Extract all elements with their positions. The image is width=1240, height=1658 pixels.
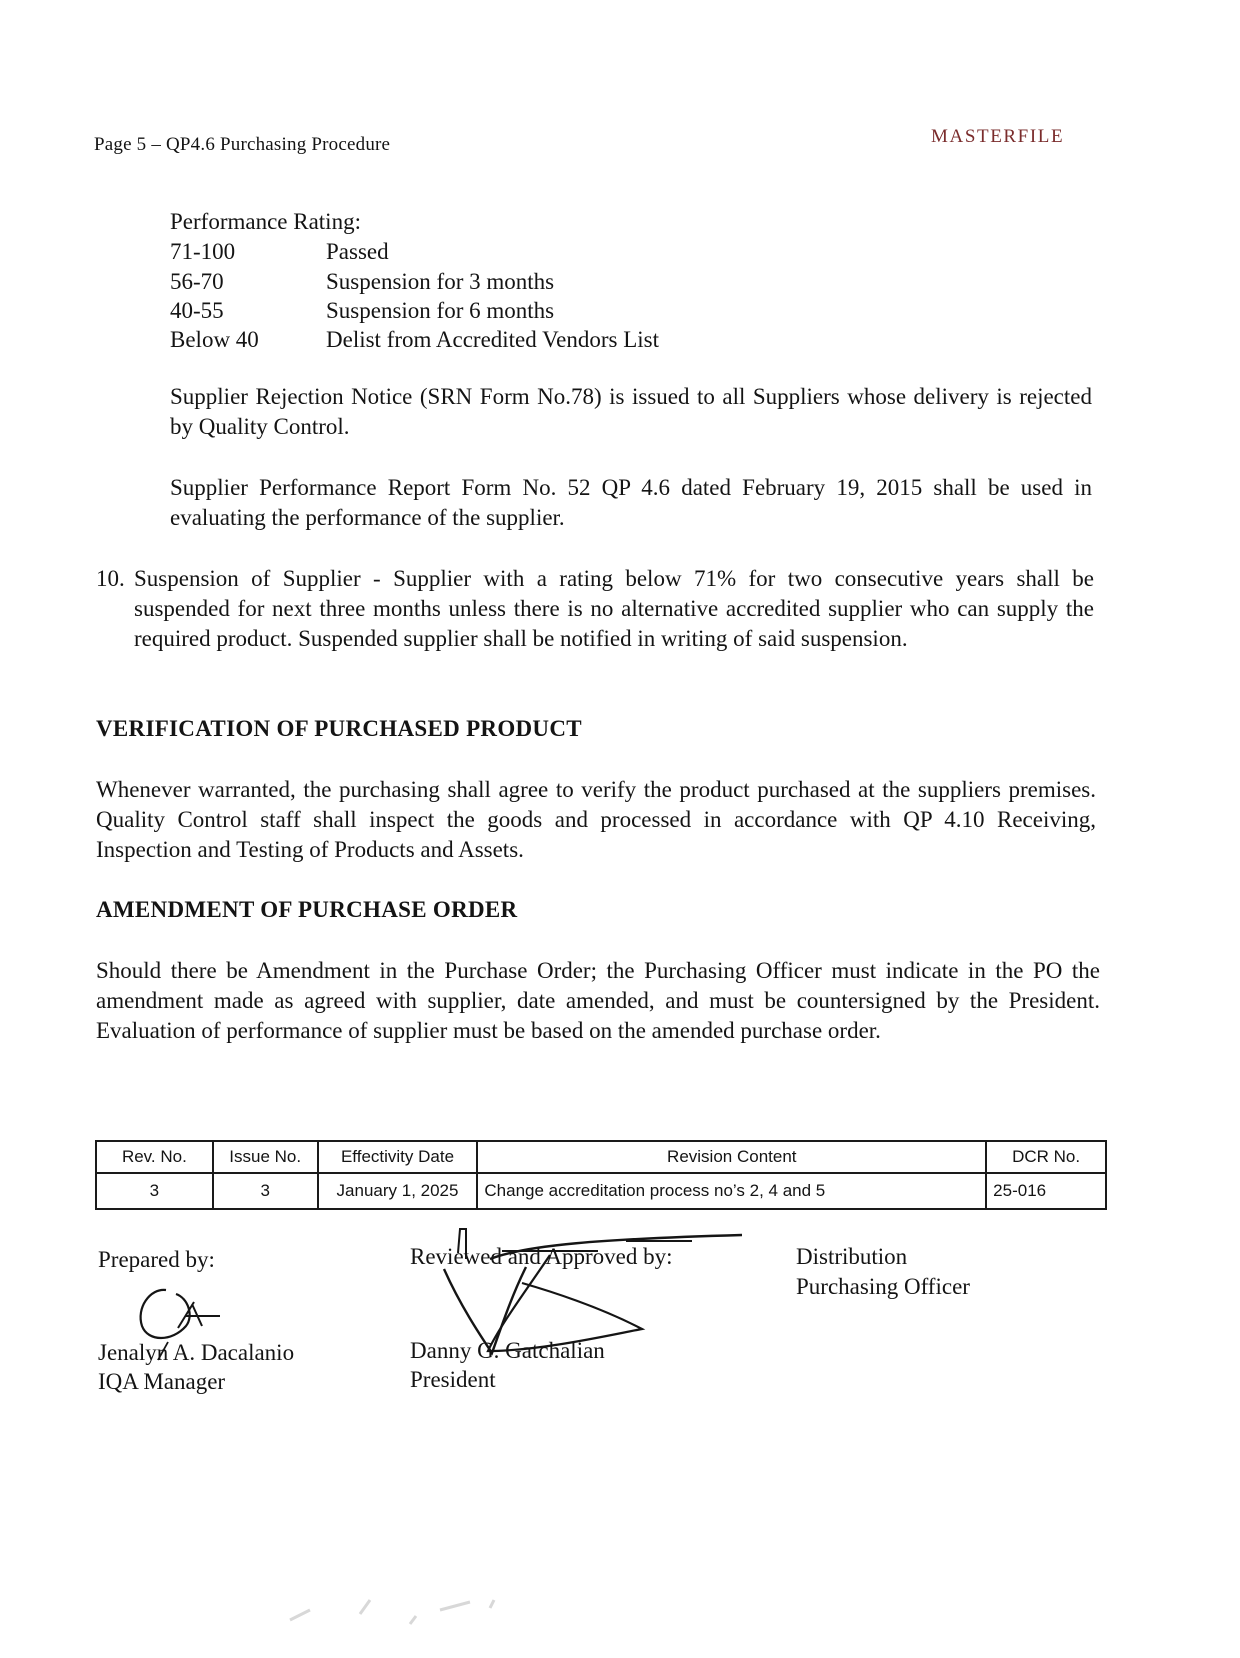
suspension-text: Suspension of Supplier - Supplier with a rating below 71% for two consecutive years shall be suspended for next three months unless there is no alternative accredited supplier who can supply the required product. Suspended supplier shall be notified in writing of said suspension. (134, 566, 1094, 651)
amendment-paragraph: Should there be Amendment in the Purchase Order; the Purchasing Officer must indicate in the PO the amendment made as agreed with supplier, date amended, and must be countersigned by the President. Evaluation of performance of supplier must be based on the amended purchase order. (96, 958, 1100, 1043)
prepared-by-label: Prepared by: (98, 1247, 215, 1272)
performance-rating-heading: Performance Rating: (170, 209, 361, 234)
table-cell: 25-016 (986, 1173, 1106, 1209)
rating-range: 71-100 (170, 239, 236, 264)
table-cell: 3 (213, 1173, 318, 1209)
spr-paragraph: Supplier Performance Report Form No. 52 QP 4.6 dated February 19, 2015 shall be used in evaluating the performance of the supplier. (170, 475, 1092, 530)
rating-row (170, 237, 389, 267)
distribution-item: Purchasing Officer (796, 1274, 970, 1299)
rating-range: Below 40 (170, 327, 259, 352)
rating-range: 56-70 (170, 269, 224, 294)
suspension-item (96, 564, 1094, 654)
table-cell: 3 (96, 1173, 213, 1209)
rating-result: Suspension for 3 months (326, 269, 555, 294)
prepared-by-title: IQA Manager (98, 1369, 226, 1394)
page-reference: Page 5 – QP4.6 Purchasing Procedure (94, 134, 391, 155)
rating-range: 40-55 (170, 298, 224, 323)
rating-row (170, 267, 554, 297)
scan-smudge (280, 1580, 560, 1630)
column-header: Issue No. (213, 1141, 318, 1173)
column-header: Revision Content (477, 1141, 986, 1173)
revision-table (95, 1140, 1107, 1210)
column-header: Effectivity Date (318, 1141, 478, 1173)
table-cell: Change accreditation process no’s 2, 4 and 5 (477, 1173, 986, 1209)
masterfile-stamp: MASTERFILE (931, 126, 1065, 147)
column-header: Rev. No. (96, 1141, 213, 1173)
prepared-by-name: Jenalyn A. Dacalanio (98, 1340, 295, 1365)
verification-paragraph: Whenever warranted, the purchasing shall agree to verify the product purchased at the suppliers premises. Quality Control staff shall inspect the goods and processed in accordance with QP 4.10 Receiving, Inspection and Testing of Products and Assets. (96, 777, 1096, 862)
table-row (96, 1173, 1106, 1209)
rating-result: Suspension for 6 months (326, 298, 555, 323)
revision-header-row (96, 1141, 1106, 1173)
column-header: DCR No. (986, 1141, 1106, 1173)
reviewed-approved-name: Danny G. Gatchalian (410, 1338, 605, 1363)
rating-row (170, 296, 554, 326)
rating-result: Delist from Accredited Vendors List (326, 327, 660, 352)
amendment-heading: AMENDMENT OF PURCHASE ORDER (96, 897, 518, 922)
reviewed-approved-title: President (410, 1367, 496, 1392)
table-cell: January 1, 2025 (318, 1173, 478, 1209)
reviewed-approved-label: Reviewed and Approved by: (410, 1244, 673, 1269)
distribution-label: Distribution (796, 1244, 908, 1269)
rating-result: Passed (326, 239, 389, 264)
rating-row (170, 325, 659, 355)
item-number: 10. (96, 566, 125, 591)
verification-heading: VERIFICATION OF PURCHASED PRODUCT (96, 716, 582, 741)
srn-paragraph: Supplier Rejection Notice (SRN Form No.78) is issued to all Suppliers whose delivery is rejected by Quality Control. (170, 384, 1092, 439)
